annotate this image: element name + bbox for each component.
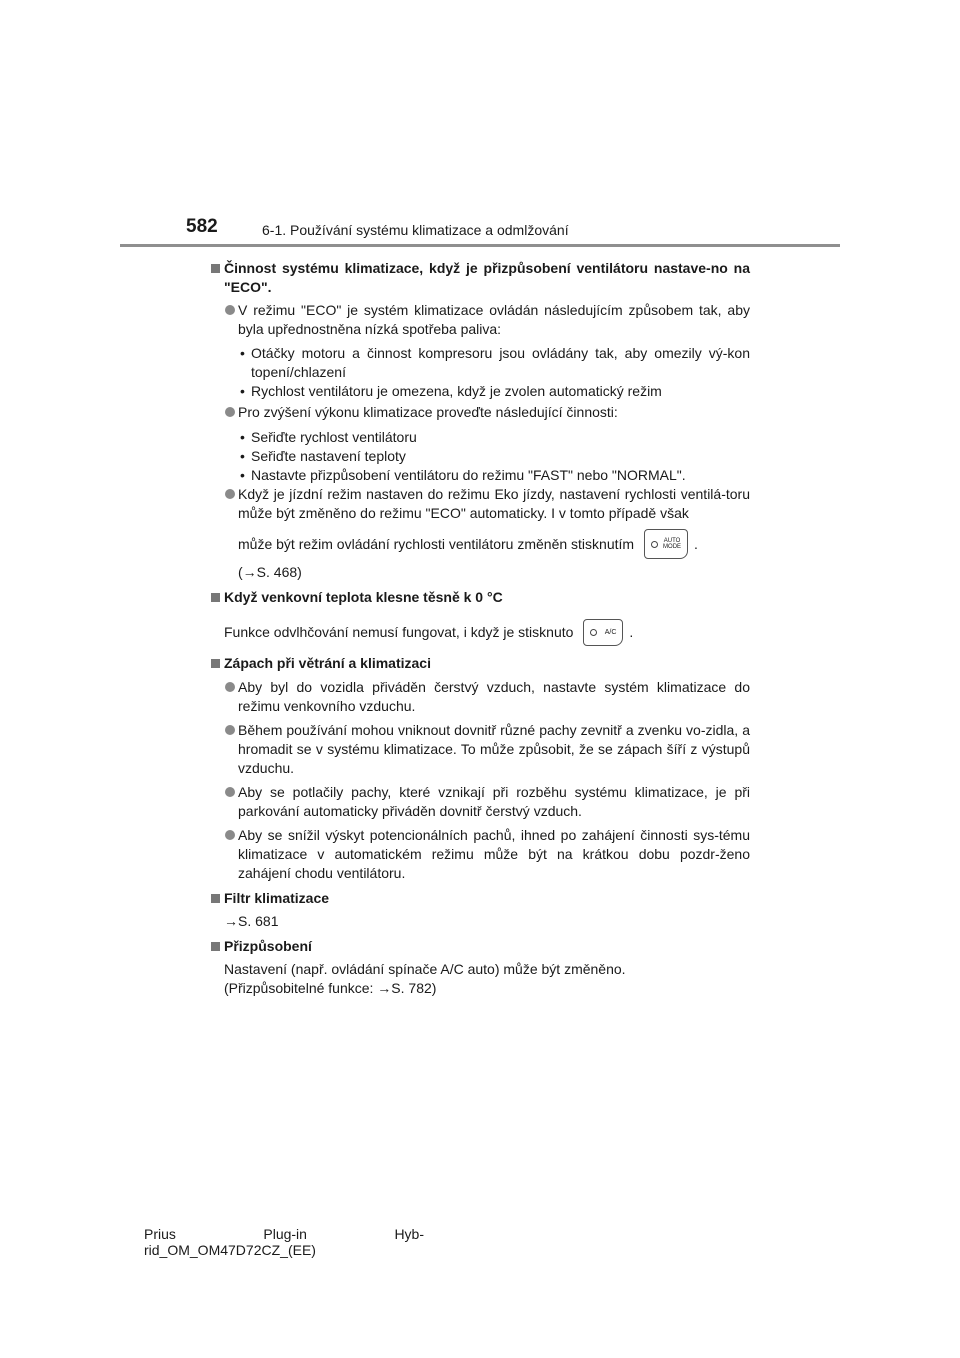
odor-bullet: Aby se snížil výskyt potencionálních pachů, ihned po zahájení činnosti sys-tému klimatizace v automatickém režimu může být na krátkou dobu pozdr-ženo zahájení chodu ventilátoru. xyxy=(210,826,750,883)
eco-bullet-3: Když je jízdní režim nastaven do režimu Eko jízdy, nastavení rychlosti ventilá-toru může být změněno do režimu "ECO" automaticky. I v tomto případě však xyxy=(210,485,750,523)
eco-sub-item: • Seřiďte rychlost ventilátoru xyxy=(210,428,750,447)
ac-button-icon xyxy=(583,619,623,646)
odor-bullet: Aby se potlačily pachy, které vznikají při rozběhu systému klimatizace, je při parkování automaticky přiváděn dovnitř čerstvý vzduch. xyxy=(210,783,750,821)
eco-ref: (→S. 468) xyxy=(238,564,302,580)
indicator-led-icon xyxy=(590,629,597,636)
custom-heading: Přizpůsobení xyxy=(210,937,750,956)
page-content xyxy=(210,254,750,998)
cold-text: Funkce odvlhčování nemusí fungovat, i když je stisknuto xyxy=(224,624,574,640)
auto-label: AUTO xyxy=(663,538,681,544)
eco-heading: Činnost systému klimatizace, když je přizpůsobení ventilátoru nastave-no na "ECO". xyxy=(210,259,750,297)
footer-line-2: rid_OM_OM47D72CZ_(EE) xyxy=(144,1242,316,1258)
footer-word: Prius xyxy=(144,1226,176,1242)
cold-heading: Když venkovní teplota klesne těsně k 0 °C xyxy=(210,588,750,607)
eco-sub-item: • Rychlost ventilátoru je omezena, když je zvolen automatický režim xyxy=(210,382,750,401)
footer-line-1 xyxy=(144,1226,424,1242)
page-number: 582 xyxy=(186,216,218,237)
footer-word: Hyb- xyxy=(394,1226,424,1242)
footer-word: Plug-in xyxy=(263,1226,307,1242)
eco-sub-item: • Nastavte přizpůsobení ventilátoru do režimu "FAST" nebo "NORMAL". xyxy=(210,466,750,485)
eco-button-line xyxy=(210,529,750,559)
custom-ref: (Přizpůsobitelné funkce: →S. 782) xyxy=(224,980,437,996)
ac-button-label: A/C xyxy=(604,628,617,636)
filter-ref: →S. 681 xyxy=(224,913,279,929)
eco-bullet-1: V režimu "ECO" je systém klimatizace ovládán následujícím způsobem tak, aby byla upřednostněna nízká spotřeba paliva: xyxy=(210,301,750,339)
header-rule xyxy=(120,244,840,247)
odor-heading: Zápach při větrání a klimatizaci xyxy=(210,654,750,673)
period: . xyxy=(694,535,698,552)
eco-sublist-1 xyxy=(210,344,750,401)
eco-sub-item: • Otáčky motoru a činnost kompresoru jsou ovládány tak, aby omezily vý-kon topení/chlazení xyxy=(210,344,750,382)
filter-heading: Filtr klimatizace xyxy=(210,889,750,908)
eco-bullet-2: Pro zvýšení výkonu klimatizace proveďte následující činnosti: xyxy=(210,403,750,422)
section-title: 6-1. Používání systému klimatizace a odmlžování xyxy=(262,222,569,238)
indicator-led-icon xyxy=(651,541,658,548)
auto-mode-button-icon xyxy=(644,529,688,559)
custom-text: Nastavení (např. ovládání spínače A/C auto) může být změněno. xyxy=(224,961,626,977)
auto-mode-button-label xyxy=(663,538,681,550)
odor-bullet: Aby byl do vozidla přiváděn čerstvý vzduch, nastavte systém klimatizace do režimu venkovního vzduchu. xyxy=(210,678,750,716)
cold-text-line xyxy=(210,619,750,646)
mode-label: MODE xyxy=(663,544,682,550)
eco-sub-item: • Seřiďte nastavení teploty xyxy=(210,447,750,466)
footer xyxy=(144,1226,424,1258)
period: . xyxy=(629,624,634,640)
eco-button-text: může být režim ovládání rychlosti ventilátoru změněn stisknutím xyxy=(238,535,635,552)
odor-bullet: Během používání mohou vniknout dovnitř různé pachy zevnitř a zvenku vo-zidla, a hromadit se v systému klimatizace. To může způsobit, že se zápach šíří z výstupů vzduchu. xyxy=(210,721,750,778)
eco-sublist-2 xyxy=(210,428,750,485)
